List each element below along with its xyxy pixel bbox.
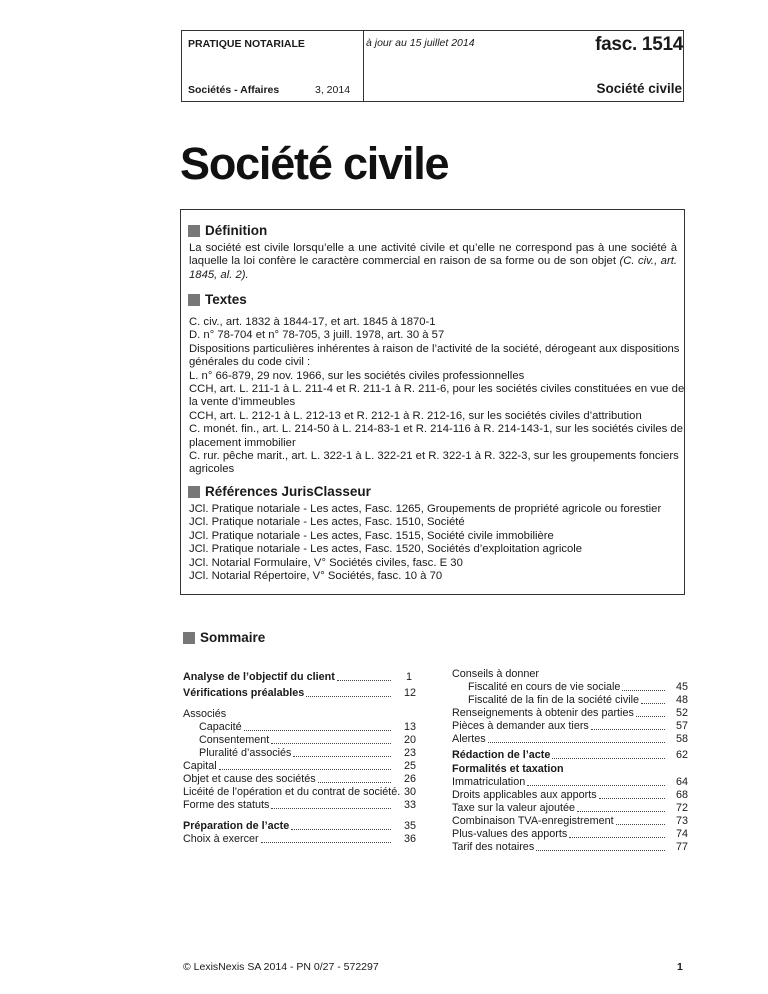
textes-line: C. monét. fin., art. L. 214-50 à L. 214-83-1 et R. 214-116 à R. 214-143-1, sur les sociétés civiles de: [189, 423, 683, 436]
textes-line: Dispositions particulières inhérentes à raison de l’activité de la société, dérogeant aux dispositions: [189, 342, 680, 355]
toc-page-number: 45: [675, 681, 688, 693]
toc-entry[interactable]: Fiscalité de la fin de la société civile: [468, 693, 667, 707]
issue-number: 3, 2014: [315, 84, 351, 96]
textes-line: C. civ., art. 1832 à 1844-17, et art. 1845 à 1870-1: [189, 316, 436, 328]
toc-entry[interactable]: Rédaction de l’acte: [452, 748, 667, 762]
textes-line: L. n° 66-879, 29 nov. 1966, sur les sociétés civiles professionnelles: [189, 369, 525, 382]
toc-page-number: 57: [675, 720, 688, 732]
toc-entry[interactable]: Associés: [183, 708, 227, 720]
toc-entry[interactable]: Capacité: [199, 720, 393, 734]
toc-page-number: 68: [675, 789, 688, 801]
toc-entry[interactable]: Pièces à demander aux tiers: [452, 719, 667, 733]
reference-line: JCl. Pratique notariale - Les actes, Fasc. 1520, Sociétés d’exploitation agricole: [189, 543, 583, 556]
textes-line: agricoles: [189, 463, 235, 476]
toc-entry[interactable]: Taxe sur la valeur ajoutée: [452, 801, 667, 815]
references-heading: Références JurisClasseur: [188, 484, 371, 499]
reference-line: JCl. Pratique notariale - Les actes, Fasc. 1510, Société: [189, 516, 465, 529]
reference-line: JCl. Notarial Répertoire, V° Sociétés, fasc. 10 à 70: [189, 570, 443, 583]
definition-ref: (C. civ., art. 1845, al. 2).: [189, 255, 678, 281]
toc-entry[interactable]: Immatriculation: [452, 775, 667, 789]
toc-page-number: 73: [675, 815, 688, 827]
fasc-number: fasc. 1514: [595, 34, 683, 55]
toc-entry[interactable]: Conseils à donner: [452, 668, 540, 680]
toc-entry[interactable]: Objet et cause des sociétés: [183, 772, 393, 786]
toc-page-number: 33: [403, 799, 416, 811]
toc-entry[interactable]: Capital: [183, 759, 393, 773]
toc-page-number: 58: [675, 733, 688, 745]
toc-entry[interactable]: Analyse de l’objectif du client: [183, 670, 393, 684]
toc-page-number: 13: [403, 721, 416, 733]
toc-page-number: 74: [675, 828, 688, 840]
footer-copyright: © LexisNexis SA 2014 - PN 0/27 - 572297: [183, 961, 379, 973]
toc-entry[interactable]: Pluralité d’associés: [199, 746, 393, 760]
toc-entry[interactable]: Licéité de l’opération et du contrat de société.: [183, 786, 401, 798]
toc-entry[interactable]: Forme des statuts: [183, 798, 393, 812]
toc-entry[interactable]: Fiscalité en cours de vie sociale: [468, 680, 667, 694]
textes-heading: Textes: [188, 292, 247, 307]
toc-page-number: 64: [675, 776, 688, 788]
definition-heading: Définition: [188, 223, 267, 238]
textes-line: CCH, art. L. 211-1 à L. 211-4 et R. 211-1 à R. 211-6, pour les sociétés civiles constituées en vue de: [189, 383, 685, 396]
toc-entry[interactable]: Alertes: [452, 732, 667, 746]
toc-page-number: 12: [403, 687, 416, 699]
toc-page-number: 72: [675, 802, 688, 814]
textes-line: générales du code civil :: [189, 356, 311, 369]
textes-line: placement immobilier: [189, 436, 296, 449]
update-date: à jour au 15 juillet 2014: [366, 37, 475, 49]
collection-name: PRATIQUE NOTARIALE: [188, 38, 305, 50]
toc-page-number: 1: [405, 671, 412, 683]
section-name: Sociétés - Affaires: [188, 84, 280, 96]
toc-page-number: 25: [403, 760, 416, 772]
page-number: 1: [677, 961, 683, 973]
toc-entry[interactable]: Renseignements à obtenir des parties: [452, 706, 667, 720]
toc-page-number: 62: [675, 749, 688, 761]
sommaire-heading: Sommaire: [183, 630, 265, 645]
reference-line: JCl. Pratique notariale - Les actes, Fasc. 1515, Société civile immobilière: [189, 529, 554, 542]
toc-page-number: 35: [403, 820, 416, 832]
toc-entry[interactable]: Droits applicables aux apports: [452, 788, 667, 802]
reference-line: JCl. Notarial Formulaire, V° Sociétés civiles, fasc. E 30: [189, 556, 463, 569]
textes-line: C. rur. pêche marit., art. L. 322-1 à L. 322-21 et R. 322-1 à R. 322-3, sur les groupements fonciers: [189, 450, 679, 463]
toc-entry[interactable]: Vérifications préalables: [183, 686, 393, 700]
reference-line: JCl. Pratique notariale - Les actes, Fasc. 1265, Groupements de propriété agricole ou forestier: [189, 503, 662, 515]
header-topic: Société civile: [596, 81, 682, 96]
definition-text: La société est civile lorsqu’elle a une activité civile et qu’elle ne correspond pas à une société à laquelle la loi confère le caractère commercial en raison de sa forme ou de son objet (C. civ., art. 1845, al. 2).: [189, 242, 678, 281]
toc-entry[interactable]: Choix à exercer: [183, 832, 393, 846]
toc-entry[interactable]: Plus-values des apports: [452, 827, 667, 841]
toc-entry[interactable]: Tarif des notaires: [452, 840, 667, 854]
toc-page-number: 48: [675, 694, 688, 706]
toc-page-number: 36: [403, 833, 416, 845]
toc-entry[interactable]: Préparation de l’acte: [183, 819, 393, 833]
toc-page-number: 23: [403, 747, 416, 759]
toc-entry[interactable]: Combinaison TVA-enregistrement: [452, 814, 667, 828]
toc-page-number: 77: [675, 841, 688, 853]
toc-page-number: 26: [403, 773, 416, 785]
textes-line: CCH, art. L. 212-1 à L. 212-13 et R. 212-1 à R. 212-16, sur les sociétés civiles d’attribution: [189, 409, 642, 422]
toc-page-number: 20: [403, 734, 416, 746]
textes-line: la vente d’immeubles: [189, 396, 296, 409]
toc-entry[interactable]: Formalités et taxation: [452, 763, 564, 775]
page-title: Société civile: [180, 138, 449, 189]
toc-entry[interactable]: Consentement: [199, 733, 393, 747]
toc-page-number: 52: [675, 707, 688, 719]
toc-page-number: 30: [403, 786, 416, 798]
textes-line: D. n° 78-704 et n° 78-705, 3 juill. 1978, art. 30 à 57: [189, 329, 445, 342]
